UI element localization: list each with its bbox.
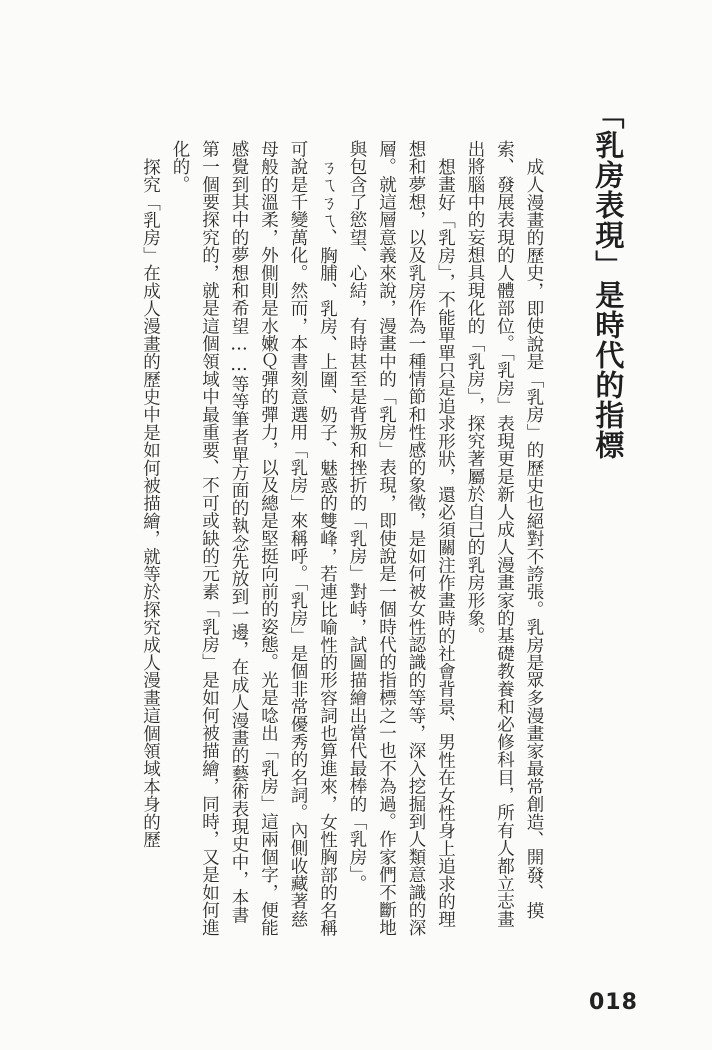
body-text xyxy=(120,140,548,940)
paragraph: 成人漫畫的歷史，即使說是「乳房」的歷史也絕對不誇張。乳房是眾多漫畫家最常創造、開發、摸索、發展表現的人體部位。「乳房」表現更是新人成人漫畫家的基礎教養和必修科目，所有人都立志畫出將腦中的妄想具現化的「乳房」，探究著屬於自己的乳房形象。 xyxy=(465,140,544,928)
page-number: 018 xyxy=(589,990,638,1015)
chapter-title: 「乳房表現」是時代的指標 xyxy=(591,100,626,460)
paragraph: ㄋㄟㄋㄟ、胸脯、乳房、上圍、奶子、魅惑的雙峰，若連比喻性的形容詞也算進來，女性胸部的名稱可說是千變萬化。然而，本書刻意選用「乳房」來稱呼。「乳房」是個非常優秀的名詞。內側收藏著慈母般的溫柔，外側則是水嫩Ｑ彈的彈力，以及總是堅挺向前的姿態。光是唸出「乳房」這兩個字，便能感覺到其中的夢想和希望……等等筆者單方面的執念先放到一邊，在成人漫畫的藝術表現史中，本書第一個要探究的，就是這個領域中最重要、不可或缺的元素「乳房」是如何被描繪，同時，又是如何進化的。 xyxy=(170,140,338,937)
paragraph: 想畫好「乳房」，不能單單只是追求形狀，還必須關注作畫時的社會背景、男性在女性身上追求的理想和夢想，以及乳房作為一種情節和性感的象徵，是如何被女性認識的等等，深入挖掘到人類意識的深層。就這層意義來說，漫畫中的「乳房」表現，即使說是一個時代的指標之一也不為過。作家們不斷地與包含了慾望、心結，有時甚至是背叛和挫折的「乳房」對峙，試圖描繪出當代最棒的「乳房」。 xyxy=(347,140,456,937)
paragraph: 探究「乳房」在成人漫畫的歷史中是如何被描繪，就等於探究成人漫畫這個領域本身的歷 xyxy=(140,157,161,848)
